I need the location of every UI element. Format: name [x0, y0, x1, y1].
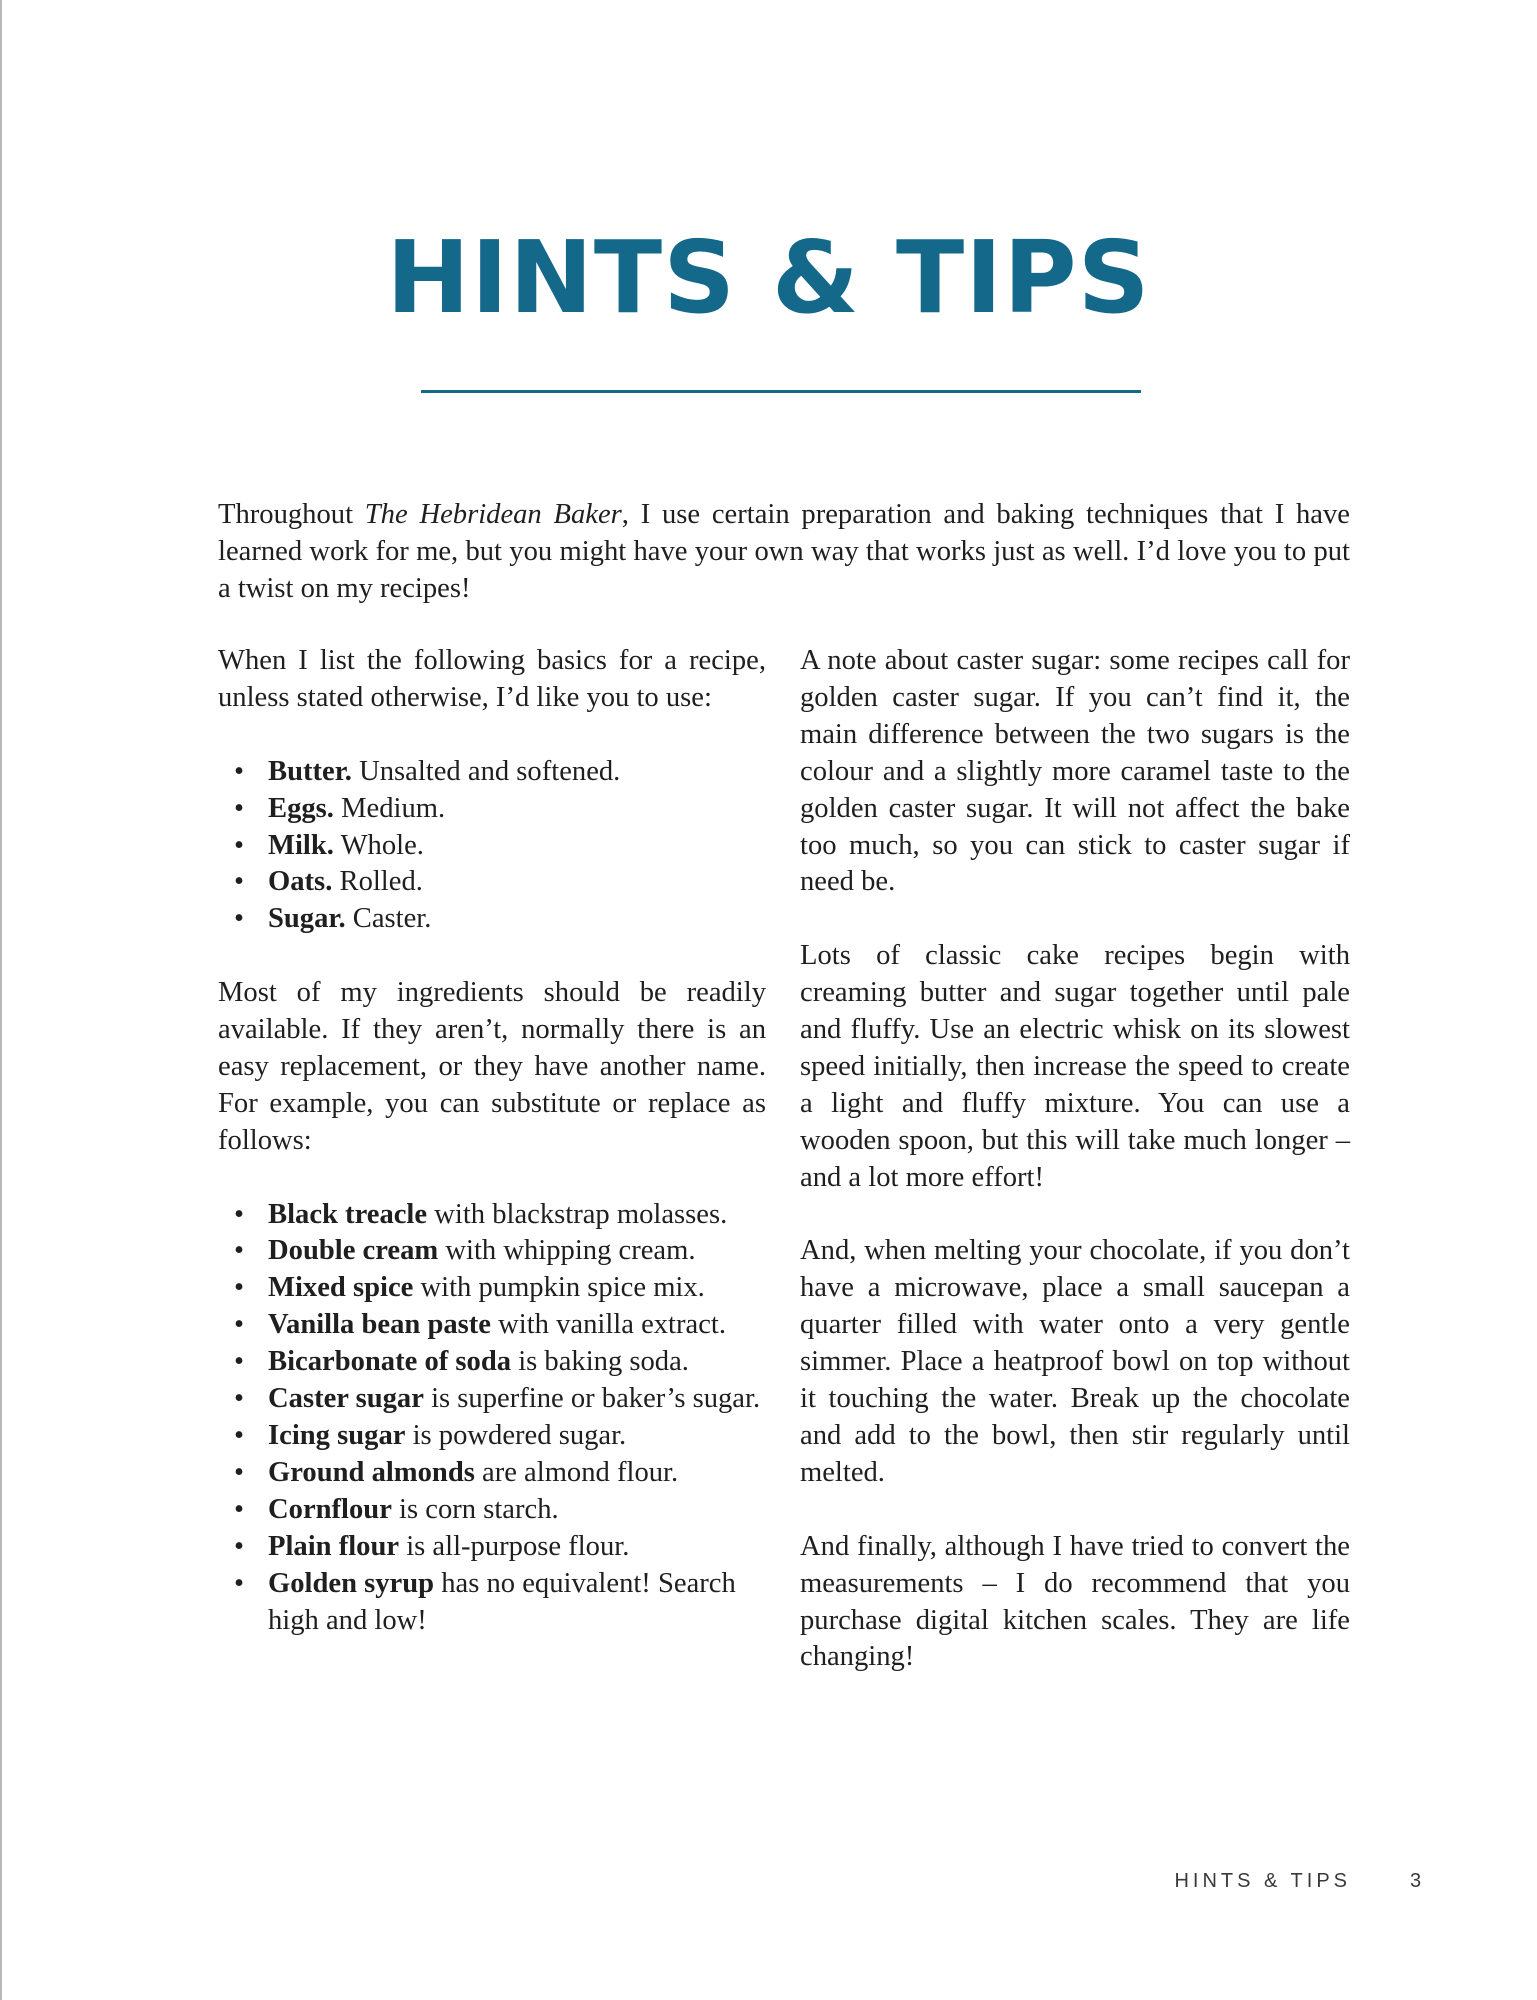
bullet-icon: •: [234, 1530, 245, 1562]
basics-intro: When I list the following basics for a recipe, unless stated otherwise, I’d like you to use:: [218, 645, 766, 713]
intro-paragraph: [218, 497, 1350, 608]
creaming-tip: Lots of classic cake recipes begin with creaming butter and sugar together until pale and fluffy. Use an electric whisk on its slowest speed initially, then increase the speed to create a light and fluffy mixture. You can use a wooden spoon, but this will take much longer – and a lot more effort!: [800, 940, 1350, 1193]
chocolate-tip: And, when melting your chocolate, if you don’t have a microwave, place a small saucepan a quarter filled with water onto a very gentle simmer. Place a heatproof bowl on top without it touching the water. Break up the chocolate and add to the bowl, then stir regularly until melted.: [800, 1235, 1350, 1488]
right-column: [800, 643, 1350, 1713]
bullet-icon: •: [234, 866, 245, 898]
scales-tip: And finally, although I have tried to convert the measurements – I do recommend that you purchase digital kitchen scales. They are life changing!: [800, 1530, 1350, 1673]
list-item: • Sugar. Caster.: [218, 901, 766, 938]
basics-list: [218, 754, 766, 939]
title-underline: [421, 390, 1141, 393]
bullet-icon: •: [234, 1419, 245, 1451]
left-column: [218, 643, 766, 1676]
running-footer: HINTS & TIPS: [1174, 1870, 1351, 1892]
bullet-icon: •: [234, 1493, 245, 1525]
list-item: • Golden syrup has no equivalent! Search high and low!: [234, 1567, 736, 1636]
bullet-icon: •: [234, 1346, 245, 1378]
list-item: • Caster sugar is superfine or baker’s sugar.: [218, 1381, 766, 1418]
list-item: • Mixed spice with pumpkin spice mix.: [218, 1270, 766, 1307]
bullet-icon: •: [234, 1383, 245, 1415]
bullet-icon: •: [234, 755, 245, 787]
substitutes-list: [218, 1197, 766, 1640]
list-item: • Black treacle with blackstrap molasses.: [218, 1197, 766, 1234]
list-item: • Cornflour is corn starch.: [218, 1492, 766, 1529]
bullet-icon: •: [234, 1309, 245, 1341]
bullet-icon: •: [234, 1567, 245, 1599]
list-item: • Plain flour is all-purpose flour.: [218, 1529, 766, 1566]
bullet-icon: •: [234, 1456, 245, 1488]
bullet-icon: •: [234, 1235, 245, 1267]
page-title: HINTS & TIPS: [386, 219, 1151, 336]
intro-before: Throughout: [218, 499, 365, 530]
book-title: The Hebridean Baker: [364, 499, 622, 530]
list-item: • Milk. Whole.: [218, 828, 766, 865]
page-number: 3: [1410, 1870, 1422, 1892]
substitutes-intro: Most of my ingredients should be readily available. If they aren’t, normally there is an easy replacement, or they have another name. For example, you can substitute or replace as follows:: [218, 977, 766, 1156]
intro-after: , I use certain preparation and baking techniques that I have learned work for me, but you might have your own way that works just as well. I’d love you to put a twist on my recipes!: [218, 499, 1350, 604]
list-item: • Ground almonds are almond flour.: [218, 1455, 766, 1492]
caster-sugar-note: A note about caster sugar: some recipes call for golden caster sugar. If you can’t find it, the main difference between the two sugars is the colour and a slightly more caramel taste to the golden caster sugar. It will not affect the bake too much, so you can stick to caster sugar if need be.: [800, 645, 1350, 898]
list-item: • Double cream with whipping cream.: [218, 1233, 766, 1270]
bullet-icon: •: [234, 792, 245, 824]
bullet-icon: •: [234, 1198, 245, 1230]
list-item: • Oats. Rolled.: [218, 864, 766, 901]
list-item: • Butter. Unsalted and softened.: [218, 754, 766, 791]
bullet-icon: •: [234, 903, 245, 935]
bullet-icon: •: [234, 829, 245, 861]
list-item: • Eggs. Medium.: [218, 791, 766, 828]
list-item: • Icing sugar is powdered sugar.: [218, 1418, 766, 1455]
list-item: • Vanilla bean paste with vanilla extract.: [218, 1307, 766, 1344]
list-item: • Bicarbonate of soda is baking soda.: [218, 1344, 766, 1381]
bullet-icon: •: [234, 1272, 245, 1304]
